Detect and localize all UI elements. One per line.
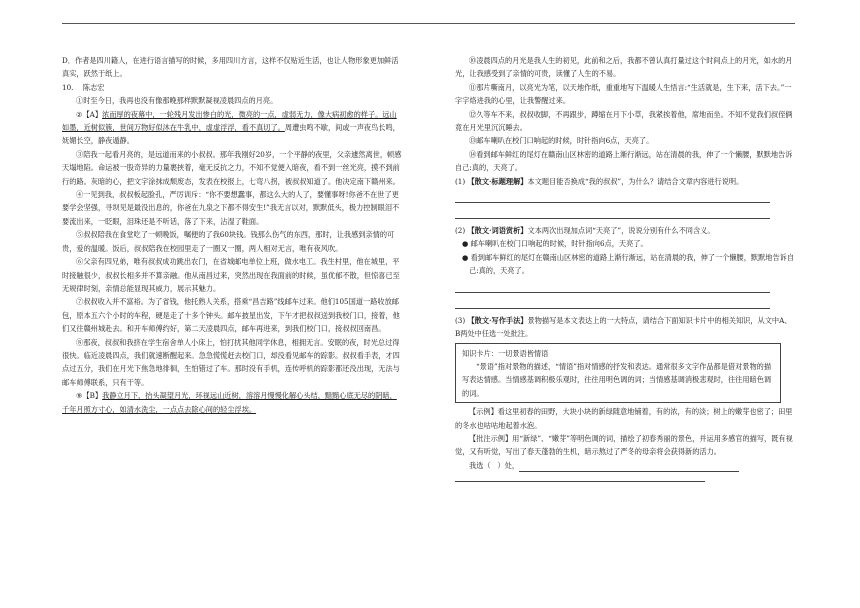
paragraph-14: ⑭看到邮车鲜红的尾灯在赣南山区林密的道路上渐行渐远，站在清晨的我，伸了一个懒腰，默默地告诉自己:真的，天亮了。 <box>455 149 793 173</box>
paragraph-3: ③陪我一起看月亮的，是远道而来的小叔叔。那年我刚好20岁，一个平静的夜里，父亲遽然离世，顿感天塌地陷。命运被一股奇异的力量裹挟着，毫无反抗之力，不知不觉便入暗夜，看不到一丝光亮，摸不到前行的路。灰暗的心，把文字涂抹成颓废态，发表在校报上，七弯八拐，被叔叔知道了。他决定南下赣州来。 <box>62 149 402 186</box>
bullet-item <box>455 251 795 278</box>
paragraph-11: ⑪那片嘶南月，以亮光为笔，以天地作纸，重重地写下温暖人生悟言:“生活就是，生下来，活下去。”一字字烙进我的心里，让我警醒过来。 <box>455 82 792 106</box>
annotation-example-text: 用“新绿”、“嫩芽”等明色调的词，描绘了初春秀丽的景色，并运用多感官的描写，既有视觉，又有听觉，写出了春天蓬勃的生机，暗示熬过了严冬的母亲将会获得新的活力。 <box>455 433 793 457</box>
question-3-number: (3) <box>455 315 466 325</box>
question-3-tag: 【散文·写作手法】 <box>467 315 528 325</box>
question-3-text: 景物描写是本文表达上的一大特点，请结合下面知识卡片中的相关知识，从文中A、B两处中任选一处批注。 <box>455 315 792 339</box>
question-1 <box>455 175 795 188</box>
paragraph-6: ⑥父亲有四兄弟，唯有叔叔成功跳出农门，在省城邮电单位上班，做水电工。我生村里，他在城里，平时接触很少，叔叔长相多并不算亲融。他从南昌过来，突然出现在我面前的时候，虽优郁不散，但惊喜已至无规律时刻，亲情总能显现其威力，展示其魅力。 <box>62 257 400 293</box>
paragraph-4: ④一见到我，叔叔板起脸孔，严厉训斥：“你不要想蠢事，都这么大的人了，要懂事呀!你爸不在世了更要学会坚强，寻坝见是最没出息的，你爸在九泉之下都不得安生!”我无言以对，默默低头，极力控制眼泪不要流出来，一眨眼，泪珠还是不听话，落了下来，沾湿了鞋面。 <box>62 190 400 226</box>
choice-prompt <box>455 459 795 472</box>
answer-blank[interactable] <box>519 462 739 472</box>
marker-a: ②【A】 <box>76 109 103 119</box>
question-2-text: 文本两次出现加点词“天亮了”，说说分别有什么不同含义。 <box>527 226 715 236</box>
choice-prompt-post: ）处， <box>497 460 520 470</box>
bullet-item <box>455 237 795 250</box>
paragraph-5: ⑤叔叔陪我在食堂吃了一顿晚饭，嘱便的了我60块钱。钱那么伤气的东西，那时，让我感到亲情的可贵，爱的温暖。饭后，叔叔陪我在校园里走了一圈又一圈，两人相对无言，唯有夜风吹。 <box>62 230 395 253</box>
header-rule <box>62 23 795 24</box>
answer-line[interactable] <box>455 192 770 203</box>
bullet-icon: ● <box>462 252 471 262</box>
annotation-example-label: 【批注示例】 <box>469 433 513 443</box>
paragraph-2-tail: 周遭虫鸣不歇，间或一声夜鸟长鸣，妩媚长空，静夜遁静。 <box>62 123 400 146</box>
paragraph-7: ⑦叔叔收入并不富裕。为了省钱，他托熟人关系，搭乘“昌吉路”线邮车过来。他们105国道一路收放邮包，原本五六个小时的车程，硬是走了十多个钟头。邮车披星出发，下午才把叔叔送到我校门口，接着，他们又往赣州城赴去。和开车师傅约好，第二天凌晨四点，邮车再进来，到我们校门口，接叔叔回南昌。 <box>62 297 400 334</box>
right-column <box>455 54 795 482</box>
paragraph-13: ⑬邮车喇叭在校门口响起的时候，时针指向6点，天亮了。 <box>469 136 654 146</box>
question-2-number: (2) <box>455 226 466 236</box>
option-d-text: D．作者是四川籍人，在进行语言描写的时候，多用四川方言，这样不仅贴近生活，也让人物形象更加鲜活真实，跃然于纸上。 <box>62 56 399 79</box>
example <box>455 405 795 432</box>
question-heading: 10. 陈志宏 <box>62 82 105 92</box>
example-label: 【示例】 <box>469 407 498 417</box>
answer-line[interactable] <box>455 282 770 293</box>
bullet-icon: ● <box>462 239 471 249</box>
question-2 <box>455 224 795 237</box>
marker-b: ⑨【B】 <box>76 391 103 401</box>
underlined-passage-a: 浓而厚的夜幕中，一轮残月发出惨白的光，微亮的一点，虚弱无力，像大病初愈的样子。远山如墨，近树似簇，世间万物好似沐在牛乳中，虚虚浮浮，看不真切了。 <box>62 109 397 133</box>
paragraph-8: ⑧那夜，叔叔和我挤在学生宿舍单人小床上，怕打扰其他同学休息，相拥无言。安眠的夜，时光总过得很快。临近凌晨四点，我们就速断醒起来。急急慌慌赶去校门口，却没看见邮车的踪影。叔叔看手表，才四点过五分，我们在月光下焦急地徘徊，生怕错过了车。那时没有手机，连传呼机的踪影都还没出现，无法与邮车师傅联系，只有干等。 <box>62 337 400 387</box>
question-3 <box>455 314 795 341</box>
knowledge-card-body: “景语”指对景物的描述，“情语”指对情感的抒发和表达。通常很多文字作品都是借对景物的描写表达情感。当情感基调积极乐观时，往往用明色调的词；当情感基调消极悲观时，往往用暗色调的词。 <box>462 361 772 398</box>
choice-prompt-pre: 我选（ <box>469 460 491 470</box>
answer-line[interactable] <box>455 472 705 482</box>
answer-line[interactable] <box>455 298 770 309</box>
paragraph-2 <box>62 108 402 148</box>
answer-line[interactable] <box>455 208 770 219</box>
example-text: 看这里初春的田野，大块小块的新绿随意地铺着，有的浓，有的淡；树上的嫩芽也密了；田里的冬水也咕咕地起着水泡。 <box>455 407 793 430</box>
paragraph-9 <box>62 389 402 416</box>
underlined-passage-b: 我静立月下，抬头凝望月光，环视远山近树，溶溶月慢慢化解心头结，黯黯心底无尽的阴暗，千年月照方寸心，如清水洗尘，一点点去除心间的轻尘浮埃。 <box>62 391 397 414</box>
paragraph-1: ①时至今日，我再也没有像那晚那样默默凝视凌晨四点的月亮。 <box>76 96 278 106</box>
question-2-tag: 【散文·词语赏析】 <box>467 226 528 236</box>
question-1-number: (1) <box>455 176 466 186</box>
question-1-tag: 【散文·标题理解】 <box>467 176 528 186</box>
bullet-text: 看到邮车鲜红的尾灯在赣南山区林密的道路上渐行渐远，站在清晨的我，伸了一个懒腰，默默地告诉自己:真的，天亮了。 <box>469 252 795 276</box>
annotation-example <box>455 432 795 459</box>
knowledge-card <box>455 343 781 404</box>
bullet-text: 邮车喇叭在校门口响起的时候，时针指向6点，天亮了。 <box>470 239 648 249</box>
question-1-text: 本文题目能否换成“我的叔叔”，为什么？请结合文章内容进行说明。 <box>527 176 744 186</box>
left-column <box>62 54 402 416</box>
paragraph-10: ⑩凌晨四点的月光是我人生的初见，此前和之后，我都不曾认真打量过这个时间点上的月光，如水的月光，让我感受到了亲情的可贵，读懂了人生的不易。 <box>455 56 793 79</box>
paragraph-12: ⑫久等车不来，叔叔收脚，不再跟步，蹲缩在月下小草，我紧挨着他，席地而坐。不知不觉我们叔侄俩竟在月光里沉沉睡去。 <box>455 109 793 133</box>
knowledge-card-title: 知识卡片：一切景语皆情语 <box>462 348 549 358</box>
